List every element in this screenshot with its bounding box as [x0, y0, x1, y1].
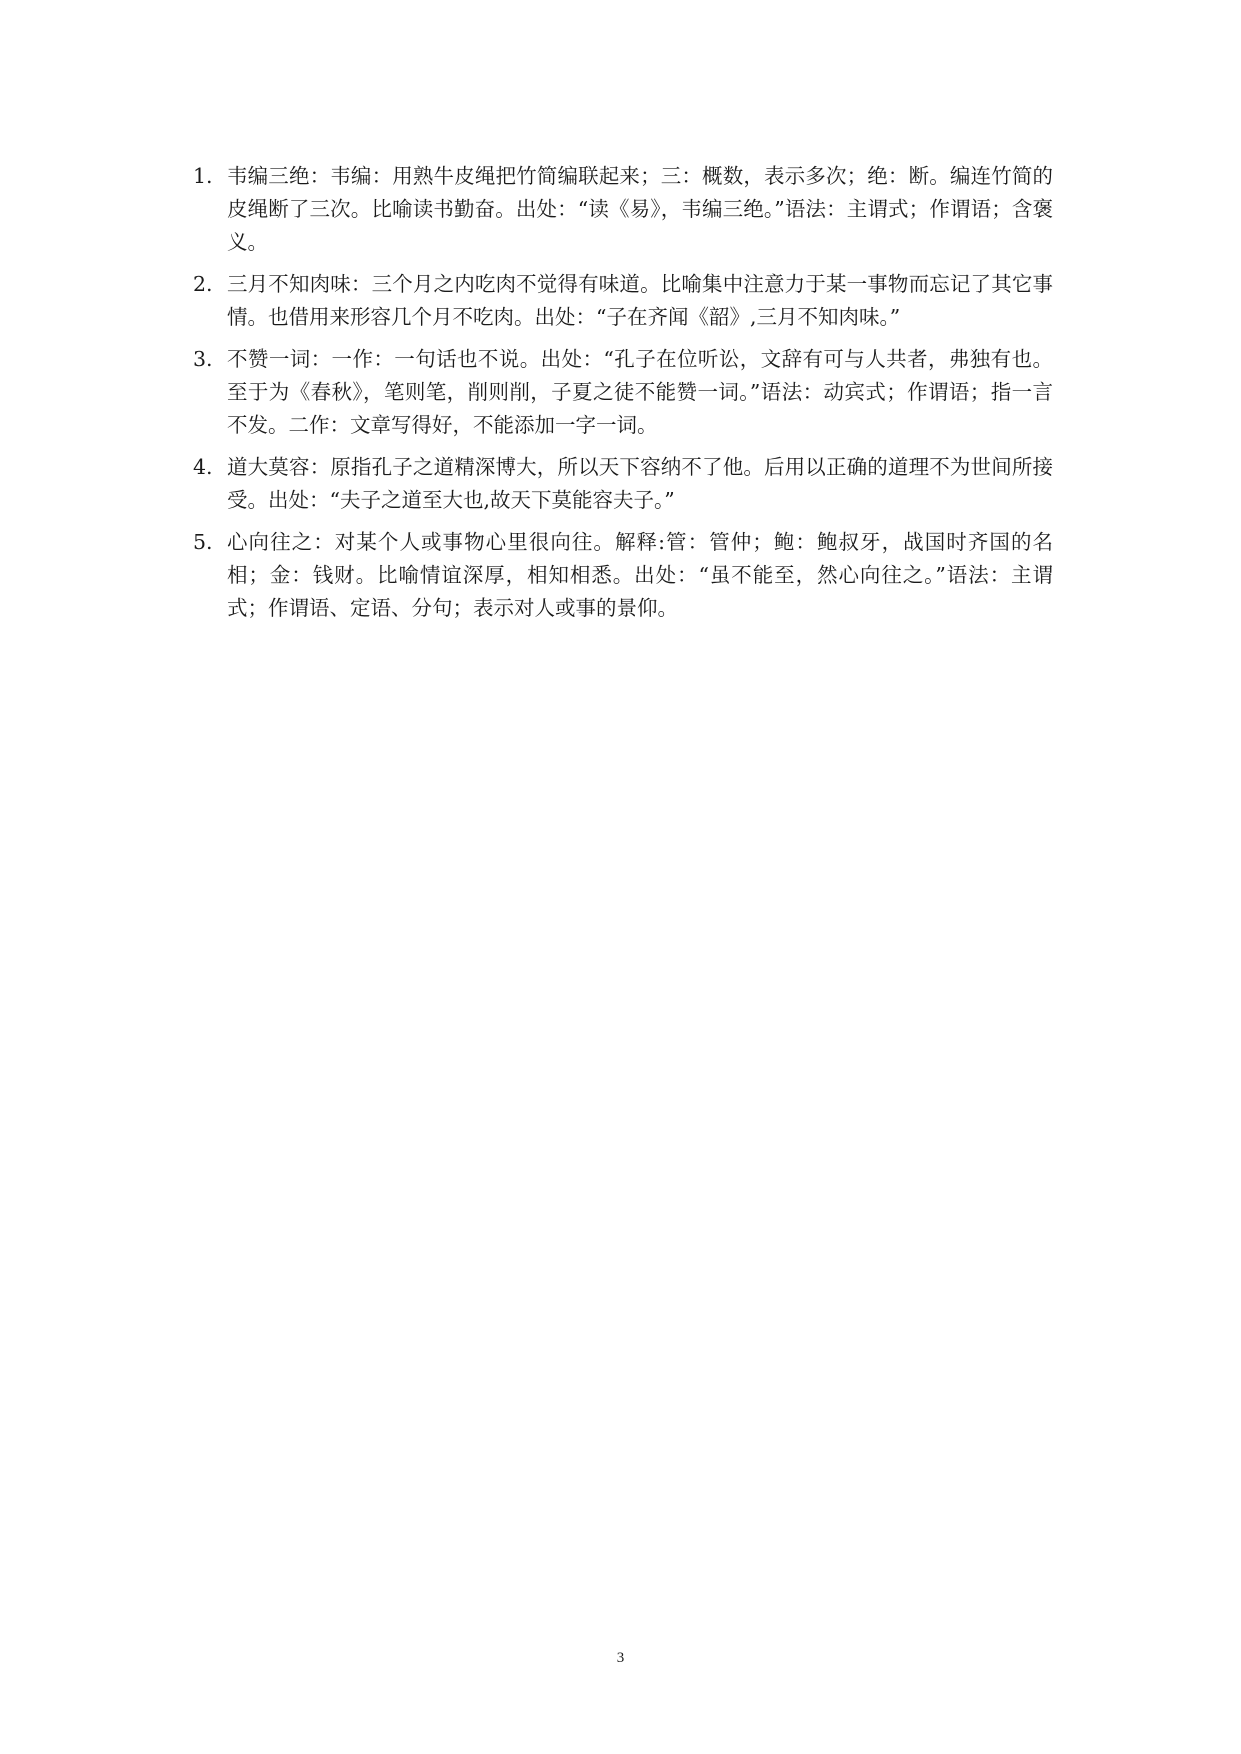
list-item-5: [193, 526, 1053, 625]
list-item-4: [193, 451, 1053, 517]
item-text: 心向往之：对某个人或事物心里很向往。解释:管：管仲；鲍：鲍叔牙，战国时齐国的名相；金：钱财。比喻情谊深厚，相知相悉。出处：“虽不能至，然心向往之。”语法：主谓式；作谓语、定语、分句；表示对人或事的景仰。: [227, 530, 1053, 620]
item-number: 5.: [193, 530, 213, 554]
list-item-3: [193, 343, 1053, 442]
idiom-list: [193, 160, 1053, 634]
item-number: 4.: [193, 455, 213, 479]
list-item-2: [193, 268, 1053, 334]
item-text: 三月不知肉味：三个月之内吃肉不觉得有味道。比喻集中注意力于某一事物而忘记了其它事情。也借用来形容几个月不吃肉。出处：“子在齐闻《韶》,三月不知肉味。”: [227, 272, 1053, 329]
item-text: 韦编三绝：韦编：用熟牛皮绳把竹简编联起来；三：概数，表示多次；绝：断。编连竹简的皮绳断了三次。比喻读书勤奋。出处：“读《易》，韦编三绝。”语法：主谓式；作谓语；含褒义。: [227, 164, 1053, 254]
item-text: 不赞一词：一作：一句话也不说。出处：“孔子在位听讼，文辞有可与人共者，弗独有也。至于为《春秋》，笔则笔，削则削，子夏之徒不能赞一词。”语法：动宾式；作谓语；指一言不发。二作：文章写得好，不能添加一字一词。: [227, 347, 1053, 437]
item-number: 3.: [193, 347, 213, 371]
item-text: 道大莫容：原指孔子之道精深博大，所以天下容纳不了他。后用以正确的道理不为世间所接受。出处：“夫子之道至大也,故天下莫能容夫子。”: [227, 455, 1053, 512]
item-number: 2.: [193, 272, 213, 296]
list-item-1: [193, 160, 1053, 259]
item-number: 1.: [193, 164, 213, 188]
page-number: 3: [616, 1650, 625, 1666]
